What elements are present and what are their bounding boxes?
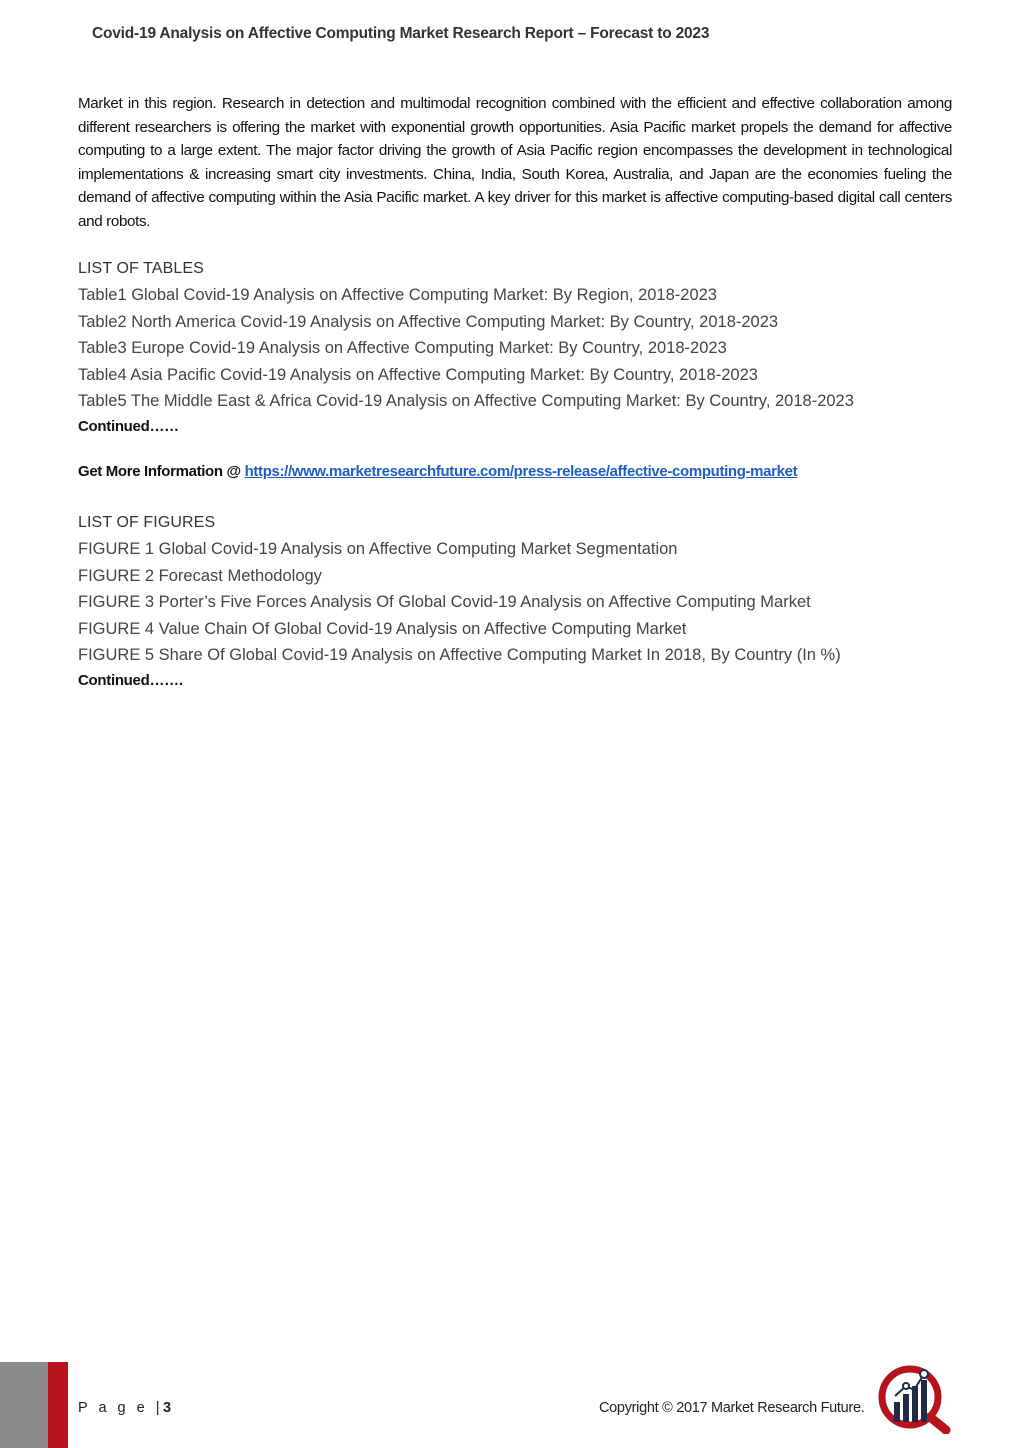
table-entry: Table1 Global Covid-19 Analysis on Affective Computing Market: By Region, 2018-2023 [78, 286, 717, 304]
tables-continued: Continued…… [78, 417, 179, 435]
figure-entry: FIGURE 5 Share Of Global Covid-19 Analysis on Affective Computing Market In 2018, By Country (In %) [78, 646, 841, 664]
more-info-label: Get More Information @ [78, 463, 245, 480]
table-entry: Table3 Europe Covid-19 Analysis on Affective Computing Market: By Country, 2018-2023 [78, 339, 727, 357]
table-entry: Table5 The Middle East & Africa Covid-19 Analysis on Affective Computing Market: By Country, 2018-2023 [78, 392, 854, 410]
figure-entry: FIGURE 1 Global Covid-19 Analysis on Affective Computing Market Segmentation [78, 540, 678, 558]
figure-entry: FIGURE 2 Forecast Methodology [78, 566, 322, 585]
copyright-notice: Copyright © 2017 Market Research Future. [599, 1400, 865, 1416]
more-info-line [78, 463, 797, 480]
figures-continued: Continued……. [78, 671, 183, 689]
figure-entry: FIGURE 3 Porter’s Five Forces Analysis Of Global Covid-19 Analysis on Affective Computing Market [78, 593, 811, 611]
table-entry: Table4 Asia Pacific Covid-19 Analysis on Affective Computing Market: By Country, 2018-2023 [78, 365, 758, 384]
document-header-title: Covid-19 Analysis on Affective Computing Market Research Report – Forecast to 2023 [92, 25, 710, 42]
table-entry: Table2 North America Covid-19 Analysis on Affective Computing Market: By Country, 2018-2023 [78, 312, 779, 331]
body-paragraph: Market in this region. Research in detection and multimodal recognition combined with the efficient and effective collaboration among different researchers is offering the market with exponential growth opportunities. Asia Pacific market propels the demand for affective computing to a large extent. The major factor driving the growth of Asia Pacific region encompasses the development in technological implementations & increasing smart city investments. China, India, South Korea, Australia, and Japan are the economies fueling the demand of affective computing within the Asia Pacific market. A key driver for this market is affective computing-based digital call centers and robots. [78, 95, 952, 230]
figures-section-title: LIST OF FIGURES [78, 514, 216, 531]
tables-section-title: LIST OF TABLES [78, 260, 204, 277]
market-research-future-logo-icon [874, 1364, 954, 1434]
footer-red-bar [48, 1362, 68, 1448]
list-of-figures [78, 510, 958, 693]
page-indicator [78, 1400, 171, 1416]
footer-gray-bar [0, 1362, 48, 1448]
page-number: 3 [162, 1400, 172, 1416]
figure-entry: FIGURE 4 Value Chain Of Global Covid-19 Analysis on Affective Computing Market [78, 619, 687, 638]
page-label: P a g e | [78, 1400, 163, 1416]
list-of-tables [78, 256, 958, 439]
press-release-link[interactable]: https://www.marketresearchfuture.com/press-release/affective-computing-market [244, 463, 798, 480]
